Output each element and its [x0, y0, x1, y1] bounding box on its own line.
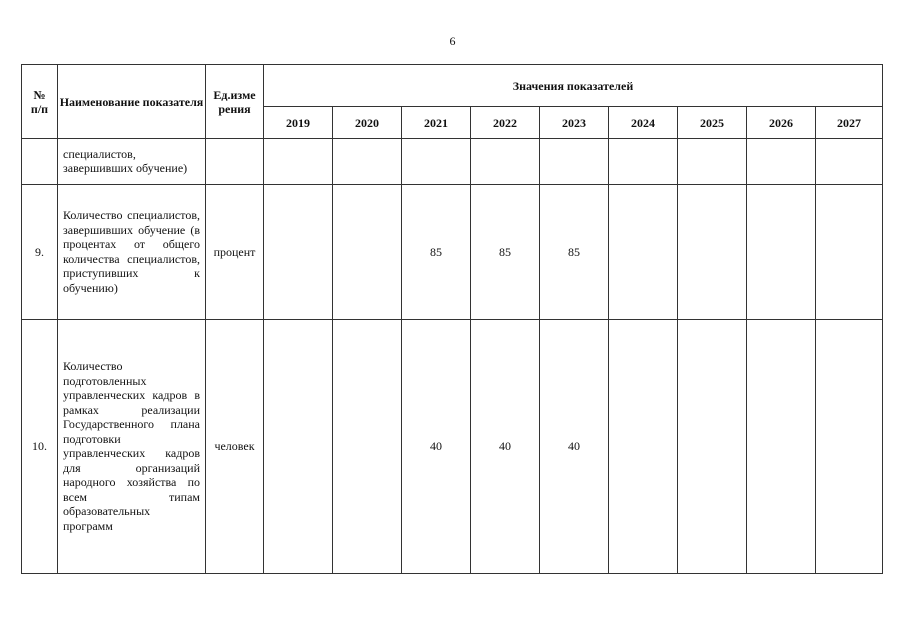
page-number: 6 — [449, 34, 456, 48]
row-number: 10. — [22, 320, 58, 574]
value-cell-2020 — [333, 320, 402, 574]
indicator-unit: человек — [206, 320, 264, 574]
year-header-2020: 2020 — [333, 107, 402, 139]
value-cell-2019 — [264, 320, 333, 574]
column-header-name: Наименование показателя — [58, 65, 206, 139]
value-cell-2019 — [264, 185, 333, 320]
year-header-2021: 2021 — [402, 107, 471, 139]
year-header-2026: 2026 — [747, 107, 816, 139]
value-cell-2025 — [678, 320, 747, 574]
table-row — [22, 320, 883, 574]
value-cell-2023: 85 — [540, 185, 609, 320]
value-cell-2027 — [816, 320, 883, 574]
year-header-2022: 2022 — [471, 107, 540, 139]
value-cell-2024 — [609, 320, 678, 574]
column-header-number: № п/п — [22, 65, 58, 139]
indicator-unit — [206, 139, 264, 185]
year-header-2019: 2019 — [264, 107, 333, 139]
value-cell-2025 — [678, 139, 747, 185]
value-cell-2025 — [678, 185, 747, 320]
row-number — [22, 139, 58, 185]
value-cell-2022: 85 — [471, 185, 540, 320]
indicator-name: специалистов, завершивших обучение) — [58, 139, 206, 185]
column-header-unit: Ед.изме рения — [206, 65, 264, 139]
value-cell-2024 — [609, 139, 678, 185]
value-cell-2027 — [816, 139, 883, 185]
value-cell-2026 — [747, 139, 816, 185]
year-header-2023: 2023 — [540, 107, 609, 139]
year-header-2024: 2024 — [609, 107, 678, 139]
row-number: 9. — [22, 185, 58, 320]
value-cell-2027 — [816, 185, 883, 320]
table-row — [22, 185, 883, 320]
indicator-name: Количество специалистов, завершивших обучение (в процентах от общего количества специалистов, приступивших к обучению) — [58, 185, 206, 320]
value-cell-2026 — [747, 185, 816, 320]
value-cell-2023: 40 — [540, 320, 609, 574]
value-cell-2026 — [747, 320, 816, 574]
value-cell-2021: 85 — [402, 185, 471, 320]
value-cell-2024 — [609, 185, 678, 320]
value-cell-2021 — [402, 139, 471, 185]
value-cell-2023 — [540, 139, 609, 185]
value-cell-2021: 40 — [402, 320, 471, 574]
value-cell-2019 — [264, 139, 333, 185]
value-cell-2020 — [333, 139, 402, 185]
year-header-2025: 2025 — [678, 107, 747, 139]
value-cell-2022: 40 — [471, 320, 540, 574]
column-header-values: Значения показателей — [264, 65, 883, 107]
indicator-unit: процент — [206, 185, 264, 320]
year-header-2027: 2027 — [816, 107, 883, 139]
indicator-name: Количество подготовленных управленческих кадров в рамках реализации Государственного плана подготовки управленческих кадров для организаций народного хозяйства по всем типам образовательных программ — [58, 320, 206, 574]
header-row — [22, 65, 883, 107]
value-cell-2022 — [471, 139, 540, 185]
value-cell-2020 — [333, 185, 402, 320]
indicators-table — [21, 64, 883, 574]
table-row — [22, 139, 883, 185]
